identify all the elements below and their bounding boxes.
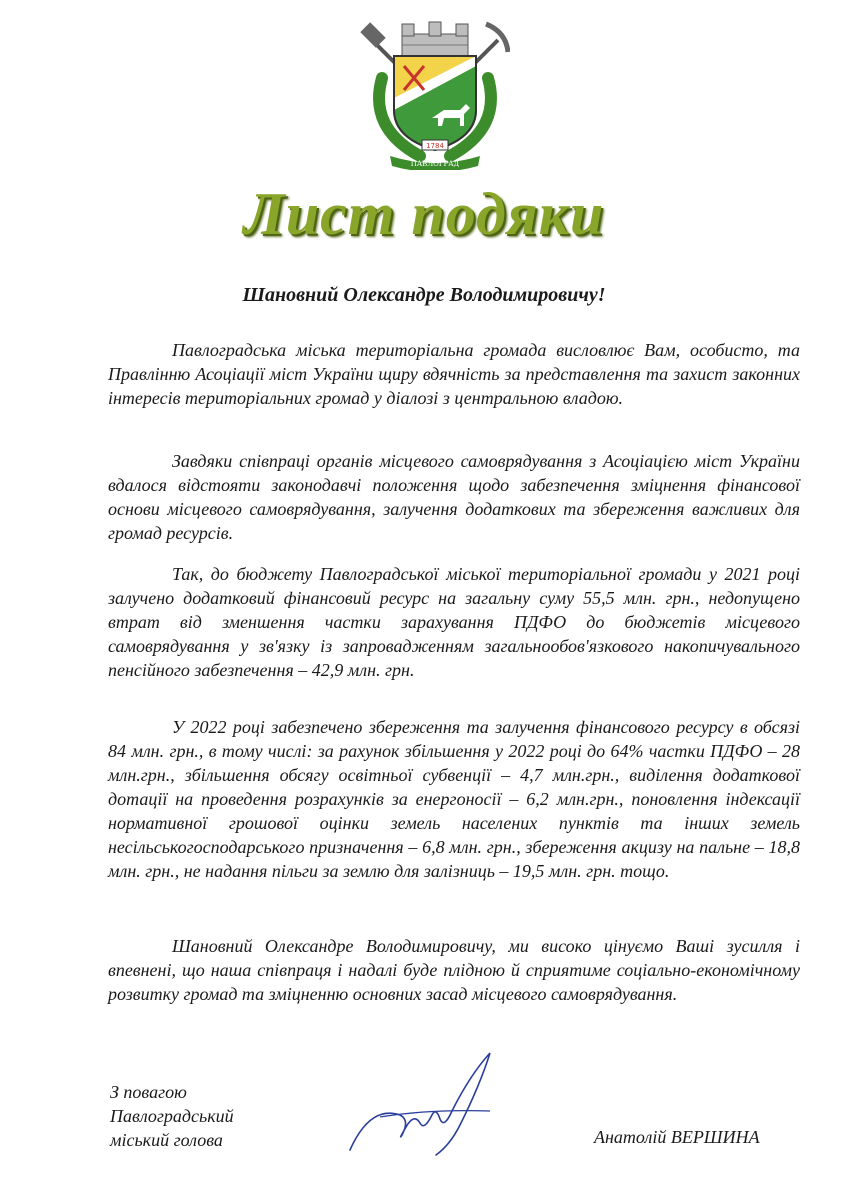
closing-position-line2: міський голова bbox=[110, 1130, 223, 1150]
closing-block bbox=[110, 1080, 234, 1152]
letter-title: Лист подяки bbox=[243, 181, 605, 247]
paragraph-5 bbox=[108, 934, 800, 1006]
paragraph-1 bbox=[108, 338, 800, 410]
salutation: Шановний Олександре Володимировичу! bbox=[242, 284, 606, 306]
paragraph-text: Так, до бюджету Павлоградської міської територіальної громади у 2021 році залучено додатковий фінансовий ресурс на загальну суму 55,5 млн. грн., недопущено втрат від зменшення частки зарахування ПДФО до бюджетів місцевого самоврядування у зв'язку із запровадженням загальнообов'язкового накопичувального пенсійного забезпечення – 42,9 млн. грн. bbox=[108, 564, 800, 680]
emblem-year: 1784 bbox=[426, 142, 444, 150]
paragraph-text: Завдяки співпраці органів місцевого самоврядування з Асоціацією міст України вдалося відстояти законодавчі положення щодо забезпечення зміцнення фінансової основи місцевого самоврядування, залучення додаткових та збереження важливих для громад ресурсів. bbox=[108, 451, 800, 543]
paragraph-text: Шановний Олександре Володимировичу, ми високо цінуємо Ваші зусилля і впевнені, що наша співпраця і надалі буде плідною й сприятиме соціально-економічному розвитку громад та зміцненню основних засад місцевого самоврядування. bbox=[108, 936, 800, 1004]
closing-position-line1: Павлоградський bbox=[110, 1106, 234, 1126]
paragraph-3 bbox=[108, 562, 800, 682]
signer-name: Анатолій ВЕРШИНА bbox=[594, 1127, 760, 1147]
paragraph-text: У 2022 році забезпечено збереження та залучення фінансового ресурсу в обсязі 84 млн. грн., в тому числі: за рахунок збільшення у 2022 році до 64% частки ПДФО – 28 млн.грн., збільшення обсягу освітньої субвенції – 4,7 млн.грн., виділення додаткової дотації на проведення розрахунків за енергоносії – 6,2 млн.грн., поновлення індексації нормативної грошової оцінки земель населених пунктів та інших земель несільськогосподарського призначення – 6,8 млн. грн., збереження акцизу на пальне – 18,8 млн. грн., не надання пільги за землю для залізниць – 19,5 млн. грн. тощо. bbox=[108, 717, 800, 881]
city-coat-of-arms-icon bbox=[360, 18, 510, 170]
paragraph-4 bbox=[108, 715, 800, 883]
paragraph-text: Павлоградська міська територіальна громада висловлює Вам, особисто, та Правлінню Асоціації міст України щиру вдячність за представлення та захист законних інтересів територіальних громад у діалозі з центральною владою. bbox=[108, 340, 800, 408]
closing-regards: З повагою bbox=[110, 1082, 187, 1102]
handwritten-signature bbox=[340, 1045, 510, 1160]
emblem-city-name: ПАВЛОГРАД bbox=[410, 160, 460, 168]
paragraph-2 bbox=[108, 449, 800, 545]
